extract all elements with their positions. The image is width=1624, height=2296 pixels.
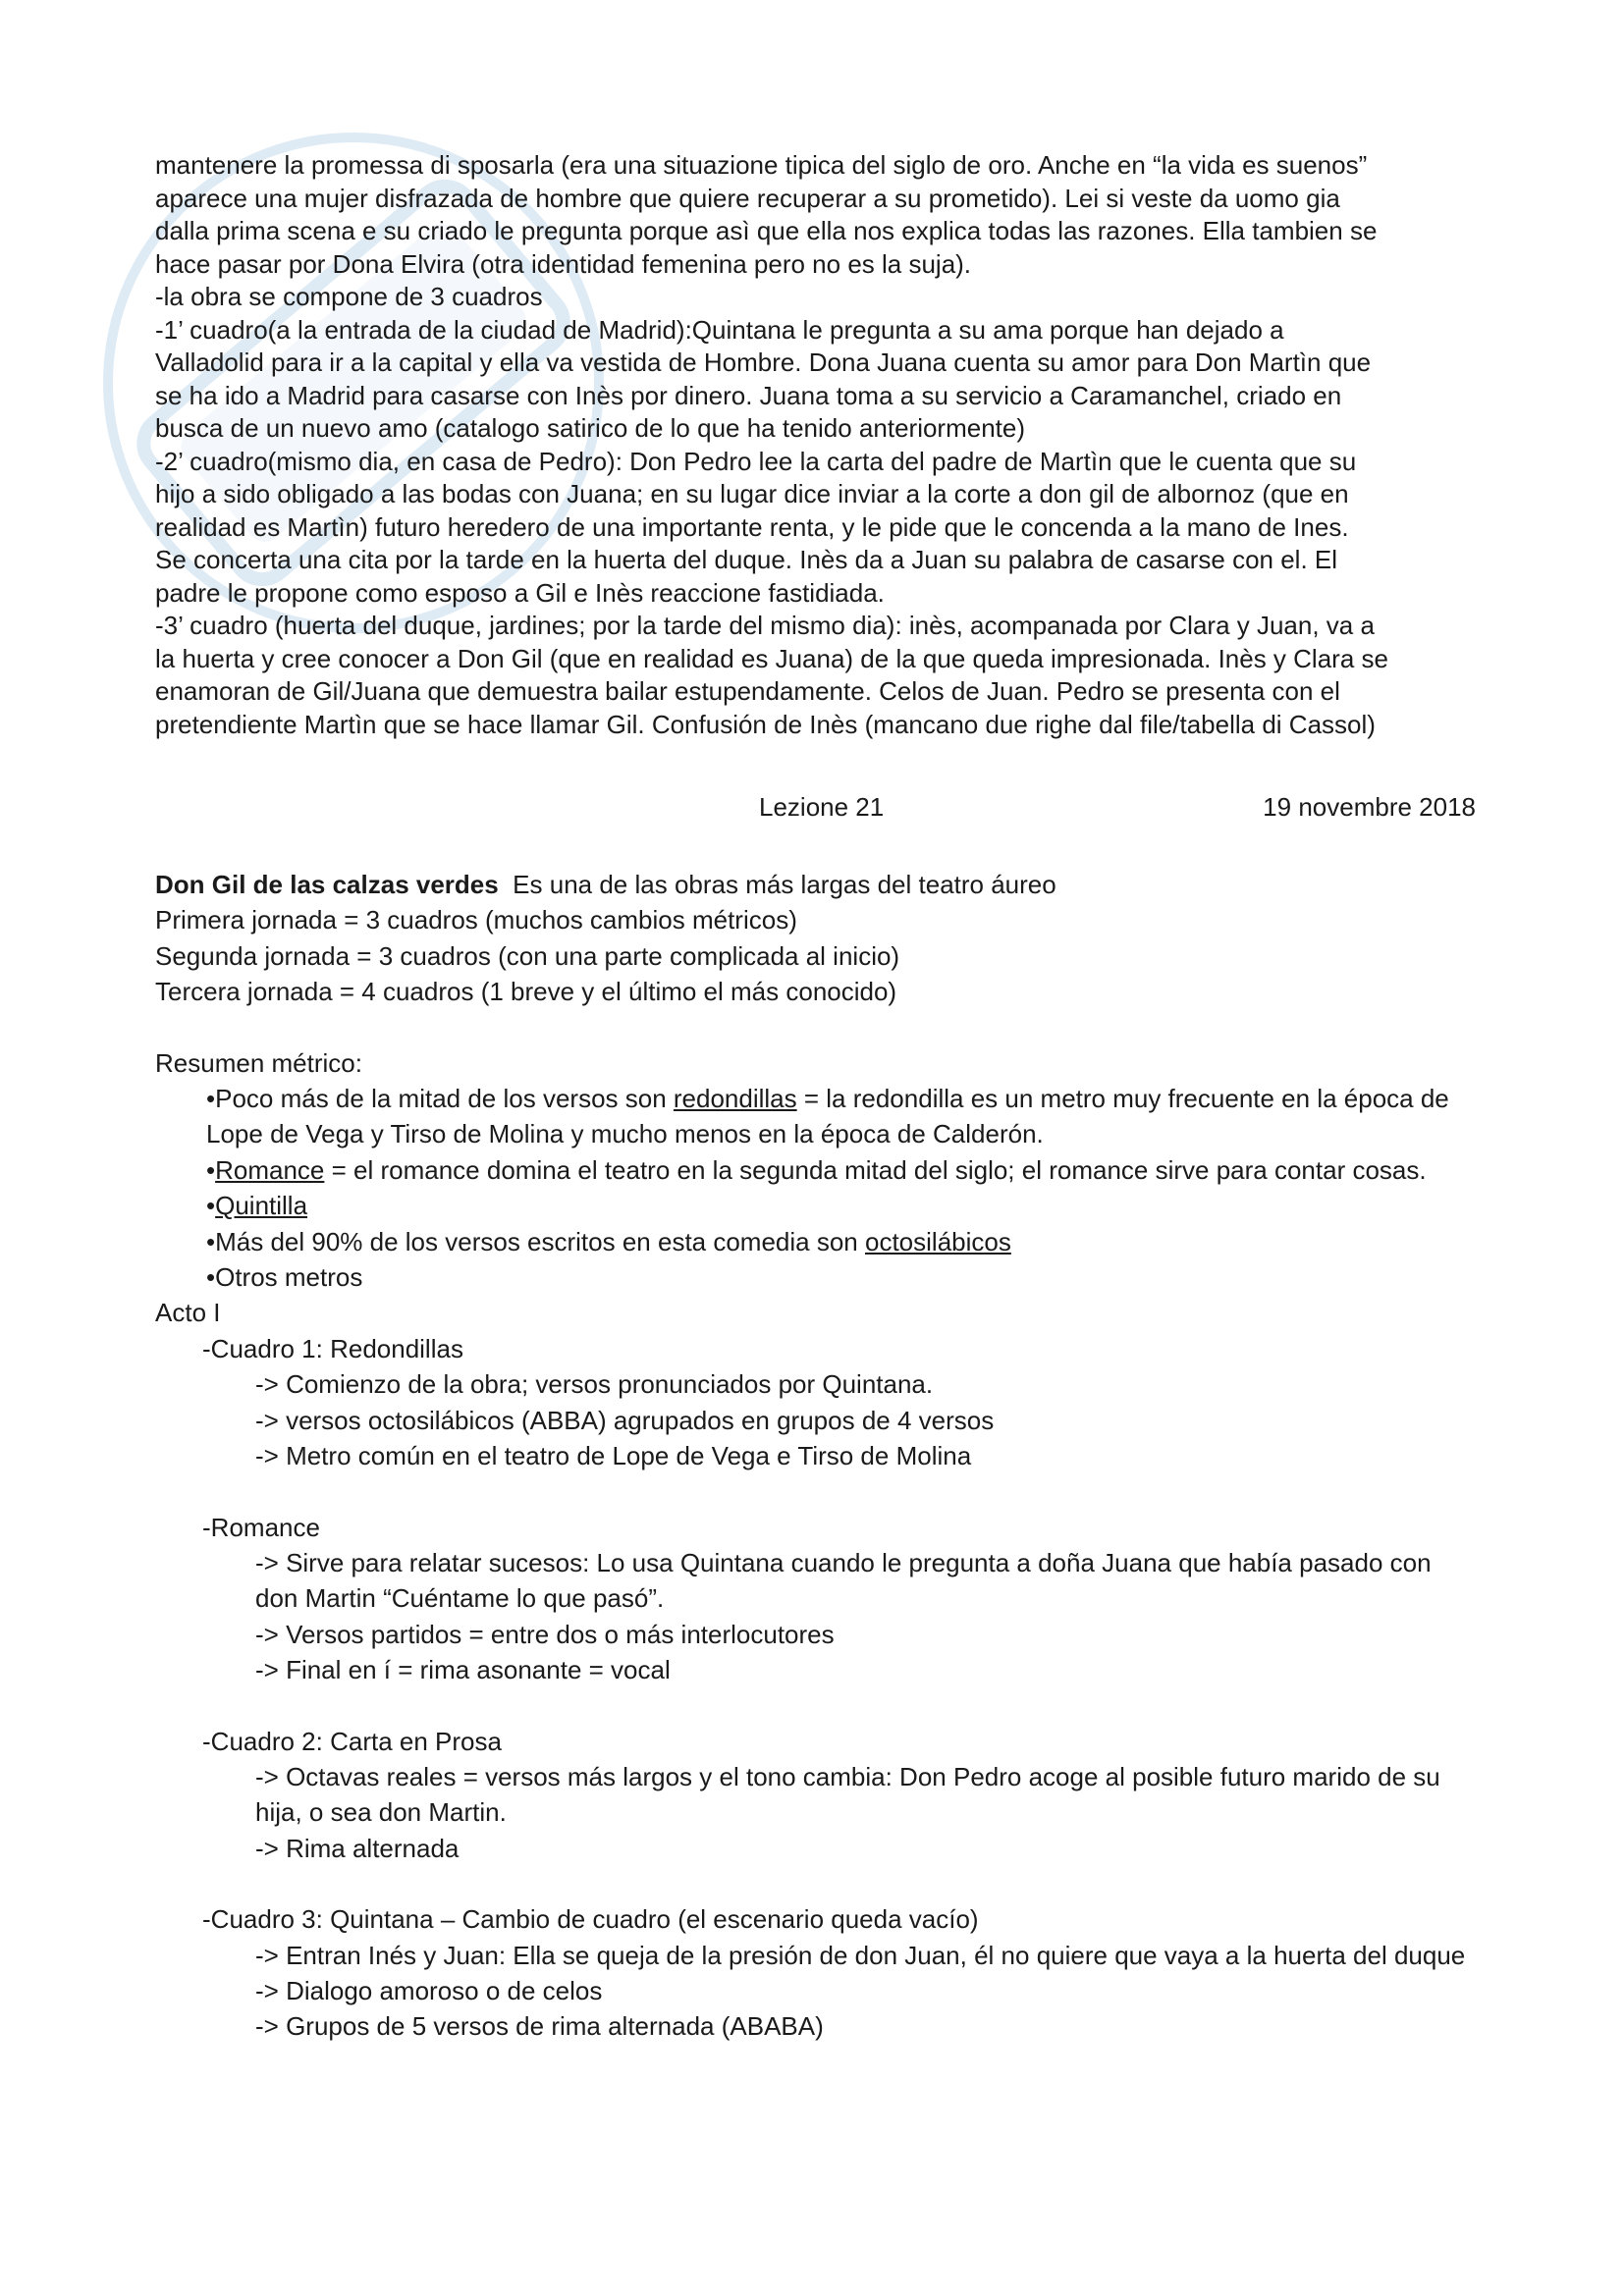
text-line: pretendiente Martìn que se hace llamar Gil. Confusión de Inès (mancano due righe dal file/tabella di Cassol) [155,709,1376,739]
text-line: Se concerta una cita por la tarde en la huerta del duque. Inès da a Juan su palabra de casarse con el. El [155,545,1338,574]
section-heading: -Cuadro 1: Redondillas [202,1333,463,1363]
section-heading: -Romance [202,1512,320,1542]
section-item: -> Metro común en el teatro de Lope de Vega e Tirso de Molina [255,1441,972,1471]
text-line: dalla prima scena e su criado le pregunta porque asì que ella nos explica todas las razones. Ella tambien se [155,216,1378,245]
document-page [155,149,1476,2045]
text-line: enamoran de Gil/Juana que demuestra bailar estupendamente. Celos de Juan. Pedro se presenta con el [155,676,1340,706]
section-item: -> Grupos de 5 versos de rima alternada (ABABA) [255,2011,824,2042]
bullet-item: •Poco más de la mitad de los versos son redondillas = la redondilla es un metro muy frecuente en la época de Lope de Vega y Tirso de Molina y mucho menos en la época de Calderón. [206,1084,1449,1149]
intro-paragraph [155,149,1476,741]
text-line: -2’ cuadro(mismo dia, en casa de Pedro): Don Pedro lee la carta del padre de Martìn que le cuenta que su [155,446,1357,476]
section-item: -> versos octosilábicos (ABBA) agrupados en grupos de 4 versos [255,1405,995,1435]
bullet-dot: • [206,1154,216,1185]
section-item: -> Octavas reales = versos más largos y el tono cambia: Don Pedro acoge al posible futuro marido de su hija, o sea don Martin. [255,1761,1440,1828]
underlined-term: redondillas [673,1084,797,1114]
text-line: aparece una mujer disfrazada de hombre que quiere recuperar a su prometido). Lei si veste da uomo gia [155,183,1340,213]
text-line: -1’ cuadro(a la entrada de la ciudad de Madrid):Quintana le pregunta a su ama porque han dejado a [155,314,1284,345]
section-item: -> Entran Inés y Juan: Ella se queja de la presión de don Juan, él no quiere que vaya a la huerta del duque [255,1940,1466,1970]
bullet-dot: • [206,1226,216,1256]
section-item: -> Comienzo de la obra; versos pronunciados por Quintana. [255,1369,934,1400]
work-title: Don Gil de las calzas verdes [155,870,499,899]
bullet-dot: • [206,1084,216,1114]
work-title-note: Es una de las obras más largas del teatro áureo [513,870,1056,899]
act-title: Acto I [155,1298,221,1328]
text-line: -la obra se compone de 3 cuadros [155,282,543,311]
text-line: Valladolid para ir a la capital y ella va vestida de Hombre. Dona Juana cuenta su amor para Don Martìn que [155,347,1372,377]
section-item: -> Versos partidos = entre dos o más interlocutores [255,1619,835,1649]
bullet-item [155,1188,1476,1223]
underlined-term: octosilábicos [865,1226,1011,1256]
lesson-body [155,867,1476,2045]
lesson-title: Lezione 21 [759,792,885,822]
work-title-line [155,867,1476,902]
section-item: -> Final en í = rima asonante = vocal [255,1655,671,1685]
bullet-item: •Más del 90% de los versos escritos en esta comedia son octosilábicos [206,1226,1011,1256]
text-line: se ha ido a Madrid para casarse con Inès por dinero. Juana toma a su servicio a Caramanchel, criado en [155,380,1342,410]
text-line: mantenere la promessa di sposarla (era una situazione tipica del siglo de oro. Anche en “la vida es suenos” [155,150,1368,180]
text-line: realidad es Martìn) futuro heredero de una importante renta, y le pide que le concenda a la mano de Ines. [155,511,1349,542]
text-line: hijo a sido obligado a las bodas con Juana; en su lugar dice inviar a la corte a don gil de albornoz (que en [155,479,1349,508]
section-item: -> Dialogo amoroso o de celos [255,1975,603,2005]
text-line: padre le propone como esposo a Gil e Inès reaccione fastidiada. [155,577,885,608]
section-item: -> Sirve para relatar sucesos: Lo usa Quintana cuando le pregunta a doña Juana que había pasado con don Martin “Cuéntame lo que pasó”. [255,1547,1432,1614]
metric-summary-heading: Resumen métrico: [155,1047,362,1078]
jornada-line: Primera jornada = 3 cuadros (muchos cambios métricos) [155,905,797,935]
section-item: -> Rima alternada [255,1833,460,1863]
jornada-line: Tercera jornada = 4 cuadros (1 breve y el último el más conocido) [155,977,897,1007]
bullet-dot: • [206,1191,216,1221]
jornada-line: Segunda jornada = 3 cuadros (con una parte complicada al inicio) [155,940,900,971]
text-line: busca de un nuevo amo (catalogo satirico de lo que ha tenido anteriormente) [155,413,1026,443]
text-line: hace pasar por Dona Elvira (otra identidad femenina pero no es la suja). [155,248,972,279]
bullet-dot: • [206,1262,216,1293]
bullet-item: •Romance = el romance domina el teatro en la segunda mitad del siglo; el romance sirve para contar cosas. [206,1154,1427,1185]
bullet-item: •Otros metros [206,1262,363,1293]
section-heading: -Cuadro 2: Carta en Prosa [202,1726,502,1756]
section-heading: -Cuadro 3: Quintana – Cambio de cuadro (el escenario queda vacío) [202,1904,979,1935]
lesson-header [155,792,1476,828]
text-line: -3’ cuadro (huerta del duque, jardines; por la tarde del mismo dia): inès, acompanada por Clara y Juan, va a [155,611,1375,640]
underlined-term: Romance [215,1154,325,1185]
text-line: la huerta y cree conocer a Don Gil (que en realidad es Juana) de la que queda impresionada. Inès y Clara se [155,643,1388,673]
underlined-term: Quintilla [215,1191,308,1221]
lesson-date: 19 novembre 2018 [1263,792,1476,822]
